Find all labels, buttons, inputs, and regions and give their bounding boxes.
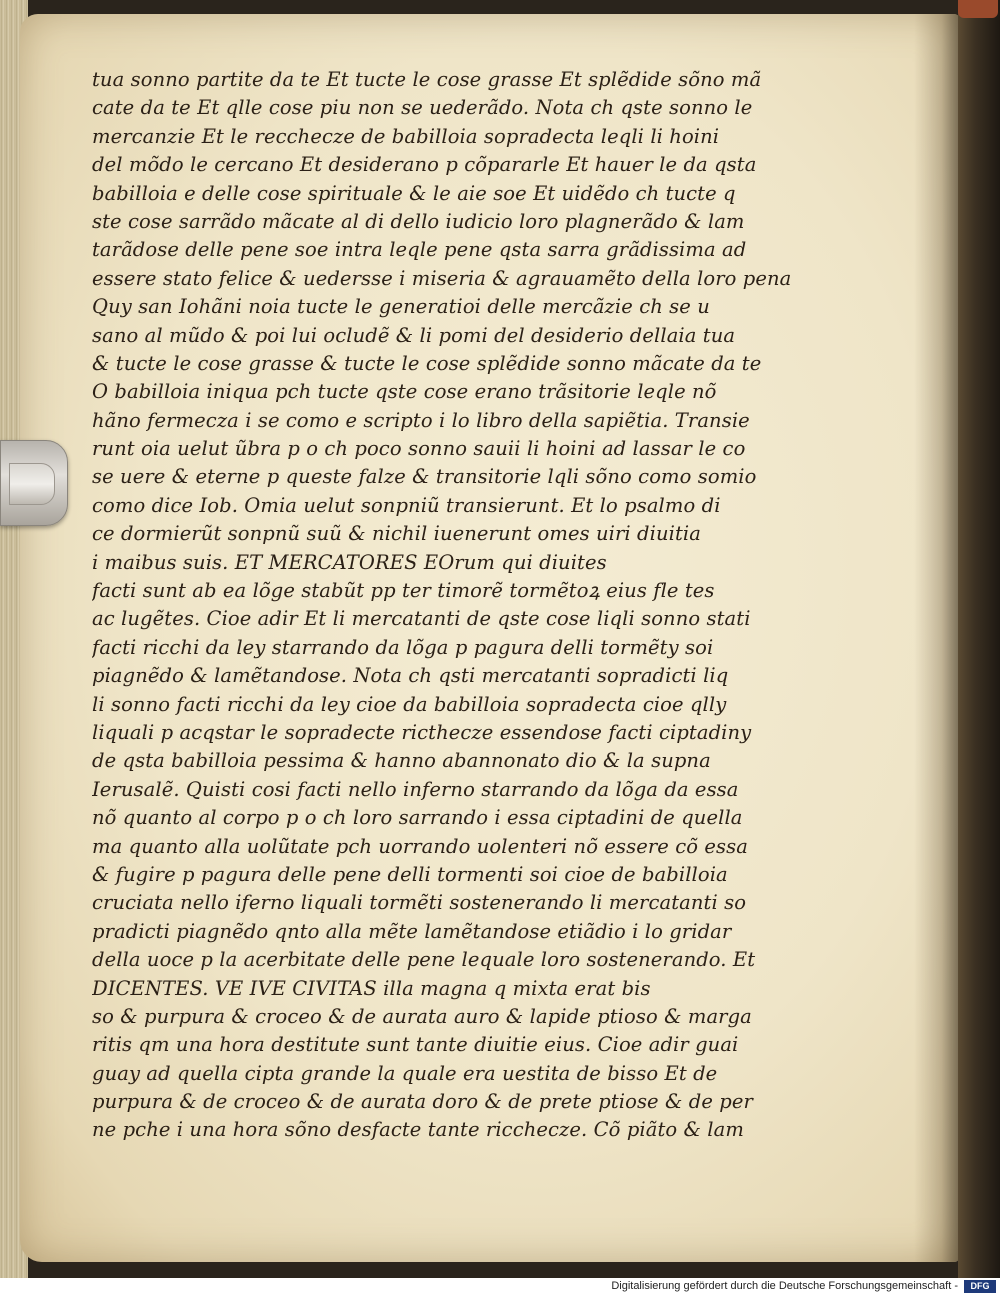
text-line: ac lugẽtes. Cioe adir Et li mercatanti de qste cose liqli sonno stati xyxy=(92,607,751,631)
text-line: se uere & eterne p queste falze & transitorie lqli sõno como somio xyxy=(92,465,757,489)
text-line: li sonno facti ricchi da ley cioe da babilloia sopradecta cioe qlly xyxy=(92,692,727,716)
text-line: i maibus suis. ET MERCATORES EOrum qui diuites xyxy=(92,550,607,574)
text-line: guay ad quella cipta grande la quale era uestita de bisso Et de xyxy=(92,1061,718,1085)
dfg-logo: DFG xyxy=(964,1280,996,1293)
text-line: essere stato felice & uedersse i miseria & agrauamẽto della loro pena xyxy=(92,266,792,290)
text-line: hãno fermecza i se como e scripto i lo libro della sapiẽtia. Transie xyxy=(92,408,750,432)
book-clasp xyxy=(0,440,68,526)
text-line: del mõdo le cercano Et desiderano p cõpararle Et hauer le da qsta xyxy=(92,153,757,177)
text-line: so & purpura & croceo & de aurata auro & lapide ptioso & marga xyxy=(92,1004,752,1028)
page-text-block xyxy=(92,66,822,1145)
text-line: ne pche i una hora sõno desfacte tante ricchecze. Cõ piãto & lam xyxy=(92,1118,744,1142)
book-spine xyxy=(958,0,1000,1278)
text-line: cruciata nello iferno liquali tormẽti sostenerando li mercatanti so xyxy=(92,891,747,915)
text-line: sano al mũdo & poi lui ocludẽ & li pomi del desiderio dellaia tua xyxy=(92,323,736,347)
clasp-hinge xyxy=(9,463,55,505)
text-line: nõ quanto al corpo p o ch loro sarrando i essa ciptadini de quella xyxy=(92,806,743,830)
spine-binding-tab xyxy=(958,0,998,18)
text-line: ritis qm una hora destitute sunt tante diuitie eius. Cioe adir guai xyxy=(92,1033,739,1057)
text-line: & fugire p pagura delle pene delli tormenti soi cioe de babilloia xyxy=(92,862,728,886)
text-line: ma quanto alla uolũtate pch uorrando uolenteri nõ essere cõ essa xyxy=(92,834,748,858)
text-line: liquali p acqstar le sopradecte ricthecze essendose facti ciptadiny xyxy=(92,720,752,744)
text-line: mercanzie Et le recchecze de babilloia sopradecta leqli li hoini xyxy=(92,124,720,148)
text-line: Ierusalẽ. Quisti cosi facti nello inferno starrando da lõga da essa xyxy=(92,777,739,801)
text-line: O babilloia iniqua pch tucte qste cose erano trãsitorie leqle nõ xyxy=(92,380,717,404)
text-line: piagnẽdo & lamẽtandose. Nota ch qsti mercatanti sopradicti liq xyxy=(92,664,729,688)
text-line: como dice Iob. Omia uelut sonpniũ transierunt. Et lo psalmo di xyxy=(92,493,721,517)
text-line: tarãdose delle pene soe intra leqle pene qsta sarra grãdissima ad xyxy=(92,238,747,262)
text-line: de qsta babilloia pessima & hanno abannonato dio & la supna xyxy=(92,749,711,773)
text-line: Quy san Iohãni noia tucte le generatioi delle mercãzie ch se u xyxy=(92,295,710,319)
text-line: DICENTES. VE IVE CIVITAS illa magna q mixta erat bis xyxy=(92,976,651,1000)
text-line: & tucte le cose grasse & tucte le cose splẽdide sonno mãcate da te xyxy=(92,351,762,375)
text-line: babilloia e delle cose spirituale & le aie soe Et uidẽdo ch tucte q xyxy=(92,181,736,205)
text-line: facti ricchi da ley starrando da lõga p pagura delli tormẽty soi xyxy=(92,635,714,659)
footer-credit: Digitalisierung gefördert durch die Deutsche Forschungsgemeinschaft - xyxy=(611,1280,958,1292)
text-line: cate da te Et qlle cose piu non se uederãdo. Nota ch qste sonno le xyxy=(92,96,753,120)
text-line: purpura & de croceo & de aurata doro & de prete ptiose & de per xyxy=(92,1090,753,1114)
text-line: facti sunt ab ea lõge stabũt pp ter timorẽ tormẽtoꝝ eius fle tes xyxy=(92,579,715,603)
digitization-footer xyxy=(0,1278,1000,1297)
text-line: della uoce p la acerbitate delle pene lequale loro sostenerando. Et xyxy=(92,948,756,972)
text-line: ce dormierũt sonpnũ suũ & nichil iuenerunt omes uiri diuitia xyxy=(92,522,701,546)
page-gutter-shadow xyxy=(914,14,960,1262)
text-line: ste cose sarrãdo mãcate al di dello iudicio loro plagnerãdo & lam xyxy=(92,209,745,233)
text-line: pradicti piagnẽdo qnto alla mẽte lamẽtandose etiãdio i lo gridar xyxy=(92,919,732,943)
text-line: runt oia uelut ũbra p o ch poco sonno sauii li hoini ad lassar le co xyxy=(92,437,746,461)
text-line: tua sonno partite da te Et tucte le cose grasse Et splẽdide sõno mã xyxy=(92,68,762,91)
